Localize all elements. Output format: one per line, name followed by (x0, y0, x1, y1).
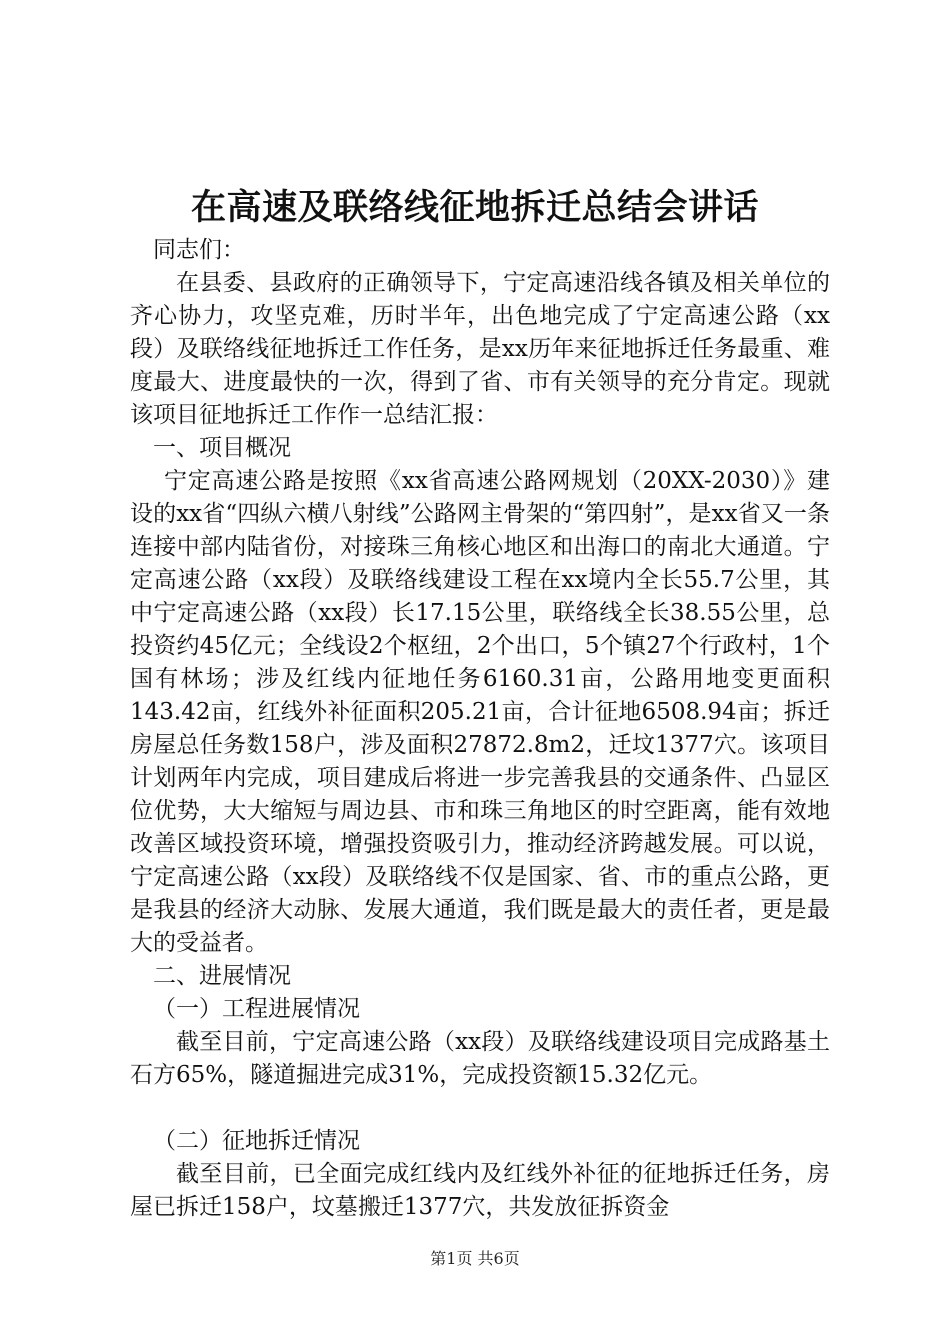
subsection-heading-demolition: （二）征地拆迁情况 (153, 1128, 360, 1154)
demolition-paragraph: 截至目前，已全面完成红线内及红线外补征的征地拆迁任务，房屋已拆迁158户，坟墓搬迁1377穴，共发放征拆资金 (130, 1161, 830, 1220)
section-heading-overview: 一、项目概况 (153, 435, 291, 461)
salutation: 同志们： (153, 237, 245, 263)
intro-paragraph: 在县委、县政府的正确领导下，宁定高速沿线各镇及相关单位的齐心协力，攻坚克难，历时半年，出色地完成了宁定高速公路（xx段）及联络线征地拆迁工作任务，是xx历年来征地拆迁任务最重、难度最大、进度最快的一次，得到了省、市有关领导的充分肯定。现就该项目征地拆迁工作作一总结汇报： (130, 270, 830, 428)
blank-line (130, 1092, 830, 1125)
overview-paragraph: 宁定高速公路是按照《xx省高速公路网规划（20XX-2030）》建设的xx省“四纵六横八射线”公路网主骨架的“第四射”，是xx省又一条连接中部内陆省份，对接珠三角核心地区和出海口的南北大通道。宁定高速公路（xx段）及联络线建设工程在xx境内全长55.7公里，其中宁定高速公路（xx段）长17.15公里，联络线全长38.55公里，总投资约45亿元；全线设2个枢纽，2个出口，5个镇27个行政村，1个国有林场；涉及红线内征地任务6160.31亩，公路用地变更面积143.42亩，红线外补征面积205.21亩，合计征地6508.94亩；拆迁房屋总任务数158户，涉及面积27872.8m2，迁坟1377穴。该项目计划两年内完成，项目建成后将进一步完善我县的交通条件、凸显区位优势，大大缩短与周边县、市和珠三角地区的时空距离，能有效地改善区域投资环境，增强投资吸引力，推动经济跨越发展。可以说，宁定高速公路（xx段）及联络线不仅是国家、省、市的重点公路，更是我县的经济大动脉、发展大通道，我们既是最大的责任者，更是最大的受益者。 (130, 468, 830, 956)
section-heading-progress: 二、进展情况 (153, 963, 291, 989)
document-title: 在高速及联络线征地拆迁总结会讲话 (190, 187, 759, 228)
subsection-heading-engineering: （一）工程进展情况 (153, 996, 360, 1022)
engineering-paragraph: 截至目前，宁定高速公路（xx段）及联络线建设项目完成路基土石方65%，隧道掘进完成31%，完成投资额15.32亿元。 (130, 1029, 830, 1088)
page-footer: 第1页 共6页 (430, 1249, 520, 1268)
document-body (130, 234, 830, 1224)
